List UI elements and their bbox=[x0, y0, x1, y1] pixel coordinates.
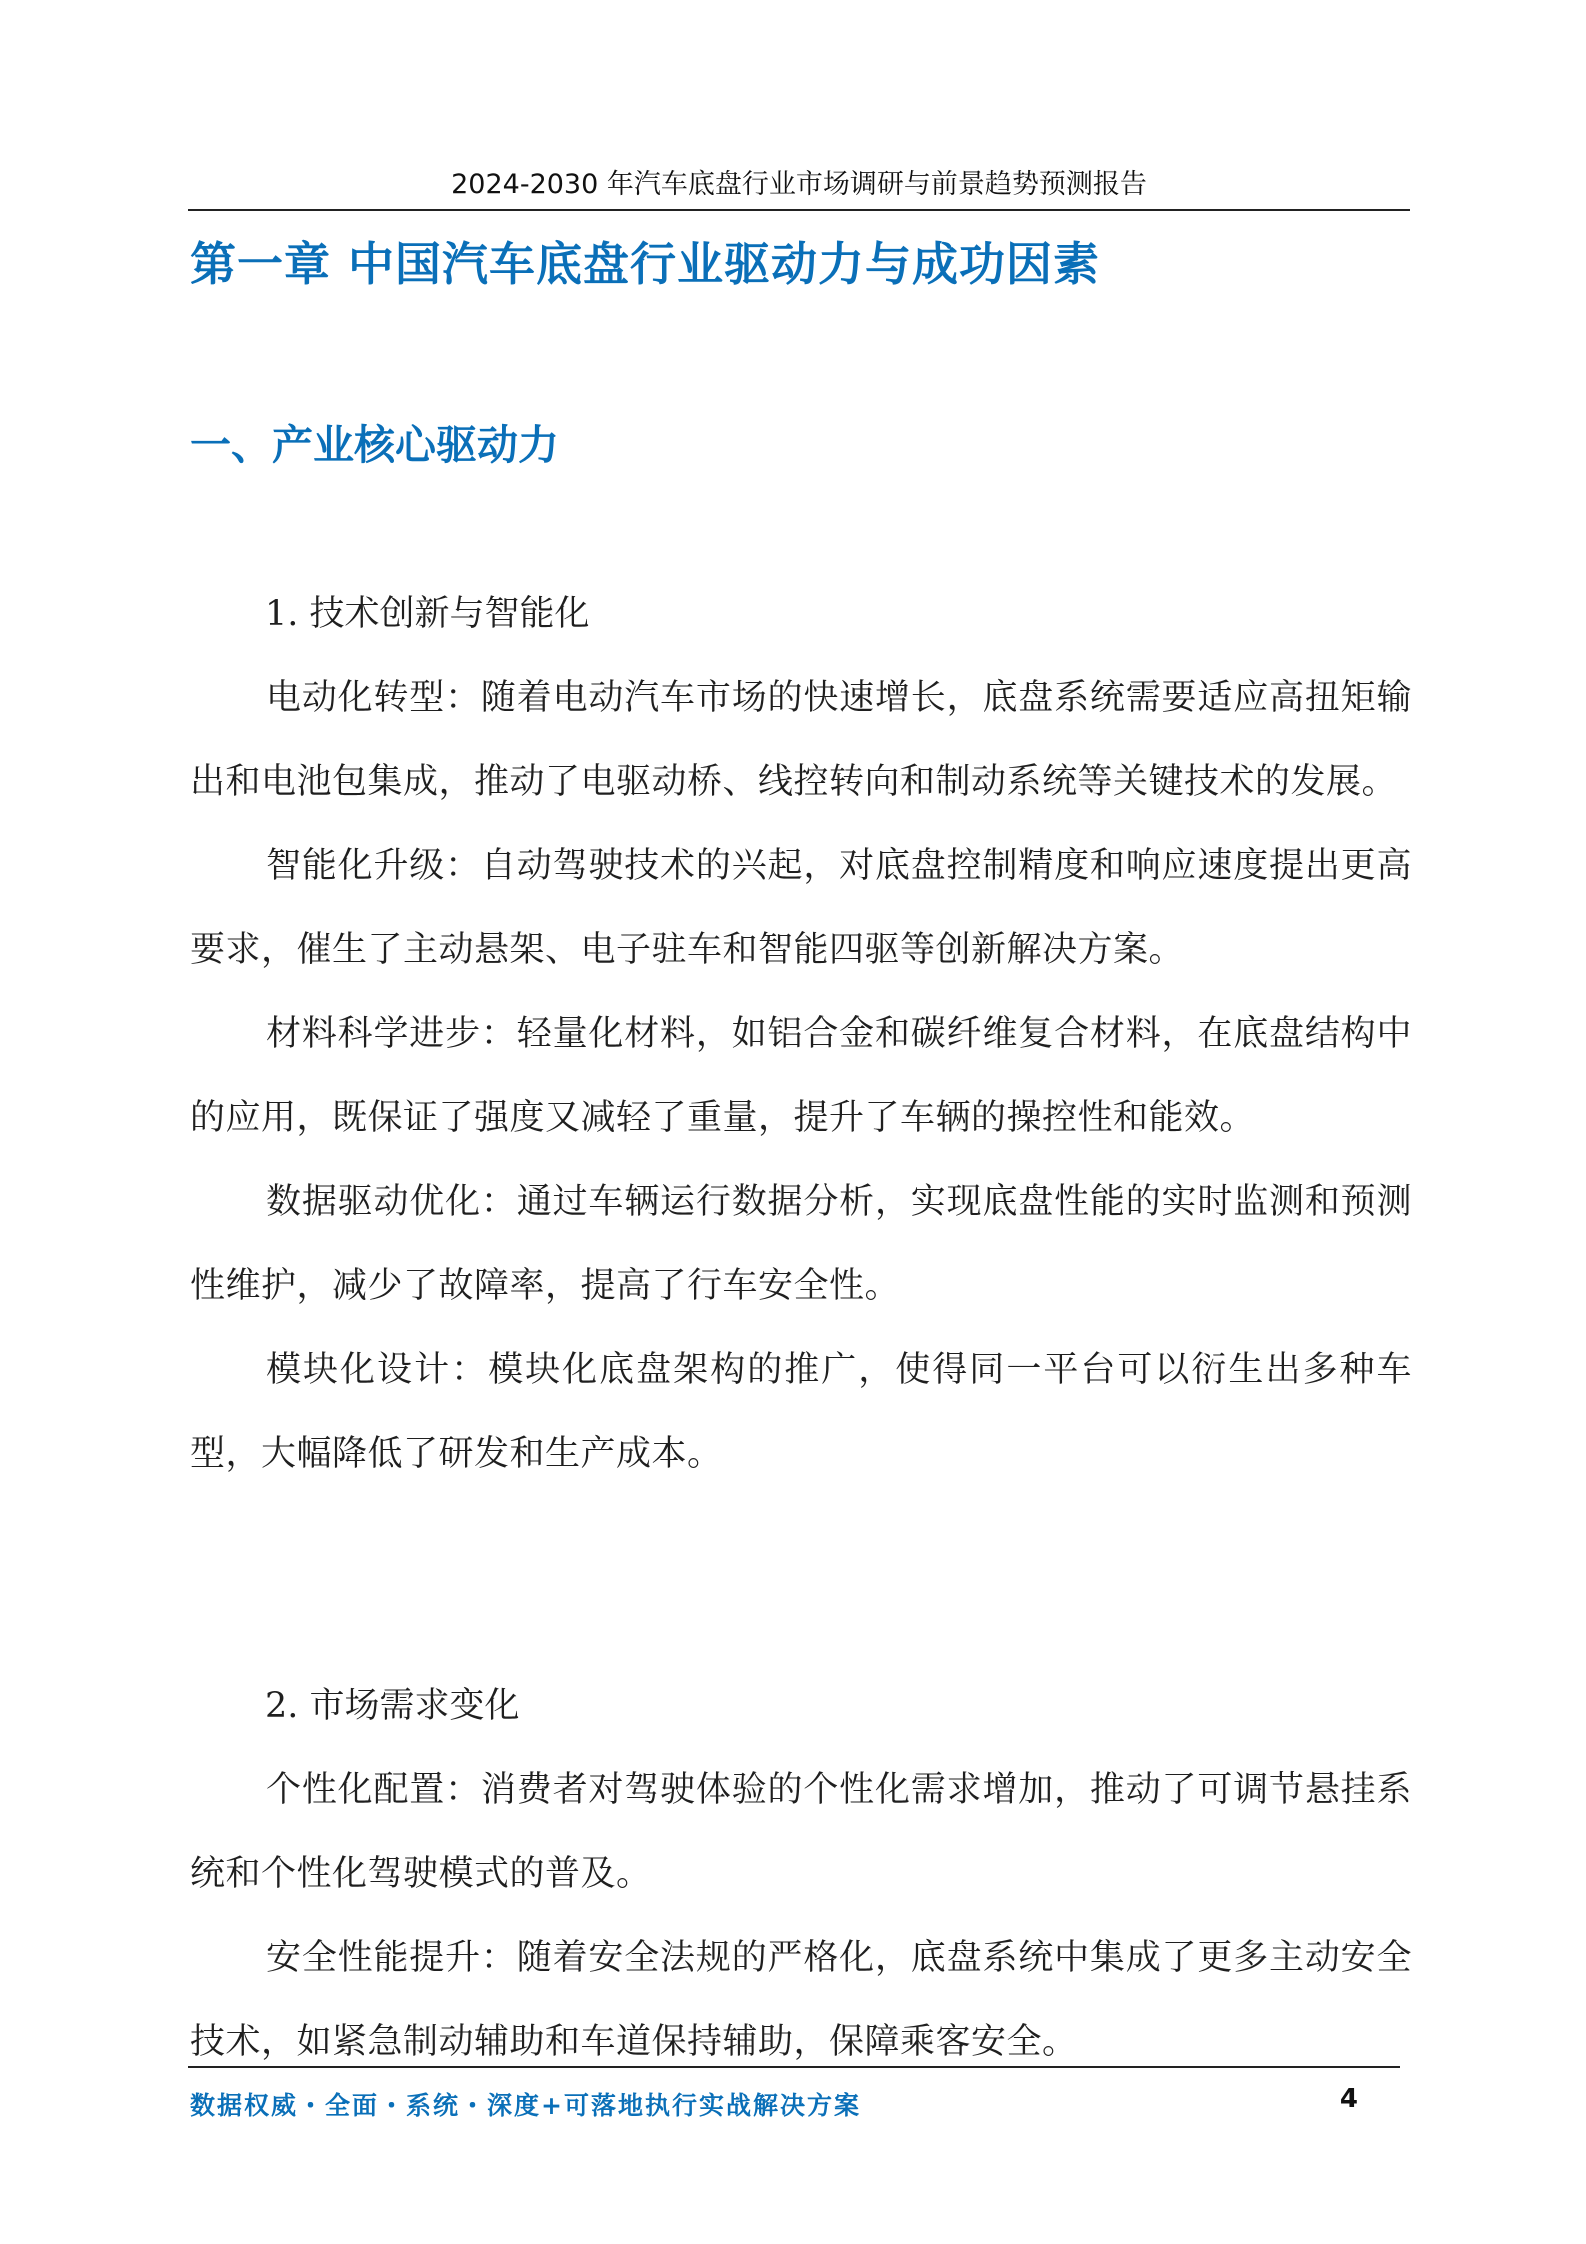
chapter-title: 第一章 中国汽车底盘行业驱动力与成功因素 bbox=[190, 237, 1101, 291]
paragraph-data-driven: 数据驱动优化：通过车辆运行数据分析，实现底盘性能的实时监测和预测性维护，减少了故障率，提高了行车安全性。 bbox=[190, 1182, 1412, 1306]
subsection-market-demand bbox=[190, 1664, 1412, 2084]
paragraph-electrification: 电动化转型：随着电动汽车市场的快速增长，底盘系统需要适应高扭矩输出和电池包集成，推动了电驱动桥、线控转向和制动系统等关键技术的发展。 bbox=[190, 678, 1412, 802]
report-title: 2024-2030 年汽车底盘行业市场调研与前景趋势预测报告 bbox=[451, 169, 1147, 200]
paragraph-safety: 安全性能提升：随着安全法规的严格化，底盘系统中集成了更多主动安全技术，如紧急制动辅助和车道保持辅助，保障乘客安全。 bbox=[190, 1938, 1412, 2062]
page-footer bbox=[188, 2066, 1400, 2128]
page-number: 4 bbox=[1339, 2084, 1358, 2114]
subsection-heading: 2. 市场需求变化 bbox=[265, 1686, 520, 1726]
page-header bbox=[188, 165, 1410, 211]
paragraph-modular: 模块化设计：模块化底盘架构的推广，使得同一平台可以衍生出多种车型，大幅降低了研发和生产成本。 bbox=[190, 1350, 1412, 1474]
paragraph-personalization: 个性化配置：消费者对驾驶体验的个性化需求增加，推动了可调节悬挂系统和个性化驾驶模式的普及。 bbox=[190, 1770, 1412, 1894]
subsection-technology bbox=[190, 572, 1412, 1496]
subsection-heading: 1. 技术创新与智能化 bbox=[265, 594, 590, 634]
footer-tagline: 数据权威・全面・系统・深度+可落地执行实战解决方案 bbox=[190, 2091, 861, 2120]
paragraph-materials: 材料科学进步：轻量化材料，如铝合金和碳纤维复合材料，在底盘结构中的应用，既保证了强度又减轻了重量，提升了车辆的操控性和能效。 bbox=[190, 1014, 1412, 1138]
paragraph-intelligence: 智能化升级：自动驾驶技术的兴起，对底盘控制精度和响应速度提出更高要求，催生了主动悬架、电子驻车和智能四驱等创新解决方案。 bbox=[190, 846, 1412, 970]
section-title: 一、产业核心驱动力 bbox=[190, 421, 559, 469]
